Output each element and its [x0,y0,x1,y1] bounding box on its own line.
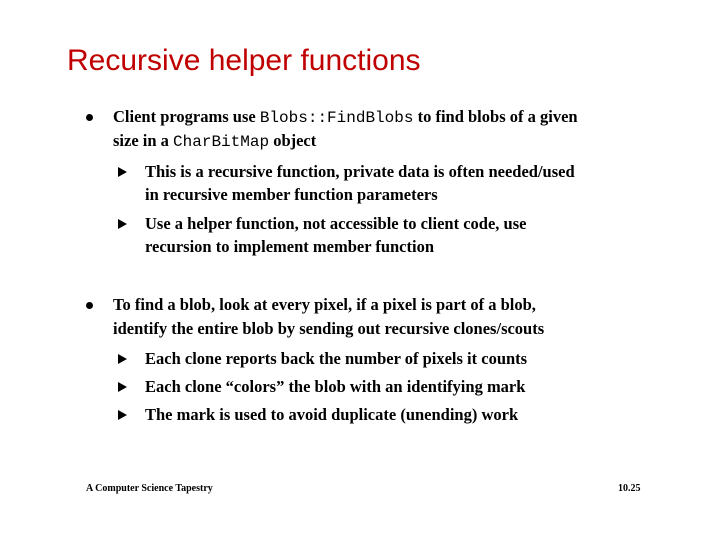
bullet-1-text: object [269,131,317,150]
sub-bullet-1-2-line-1: Use a helper function, not accessible to client code, use [145,214,527,233]
bullet-dot [86,114,93,121]
footer-book-title: A Computer Science Tapestry [86,483,213,494]
bullet-1-line-2 [113,131,316,152]
arrow-bullet-icon [118,167,127,177]
sub-bullet-1-1-line-1: This is a recursive function, private data is often needed/used [145,162,575,181]
sub-bullet-1-2-line-2: recursion to implement member function [145,237,435,256]
arrow-bullet-icon [118,410,127,420]
bullet-dot [86,302,93,309]
bullet-1-text: Client programs use [113,107,260,126]
arrow-bullet-icon [118,382,127,392]
bullet-2-line-2: identify the entire blob by sending out recursive clones/scouts [113,319,545,338]
bullet-1-line-1 [113,107,578,128]
bullet-2-line-1: To find a blob, look at every pixel, if a pixel is part of a blob, [113,295,536,314]
bullet-1-text: size in a [113,131,174,150]
bullet-1-text: to find blobs of a given [413,107,578,126]
slide-number: 10.25 [618,483,641,494]
sub-bullet-2-3: The mark is used to avoid duplicate (unending) work [145,405,519,424]
sub-bullet-2-2: Each clone “colors” the blob with an identifying mark [145,377,526,396]
arrow-bullet-icon [118,219,127,229]
sub-bullet-2-1: Each clone reports back the number of pixels it counts [145,349,528,368]
sub-bullet-1-1-line-2: in recursive member function parameters [145,185,438,204]
arrow-bullet-icon [118,354,127,364]
slide-title: Recursive helper functions [67,44,421,77]
code-blobs-findblobs: Blobs::FindBlobs [259,109,414,127]
code-charbitmap: CharBitMap [173,133,270,151]
